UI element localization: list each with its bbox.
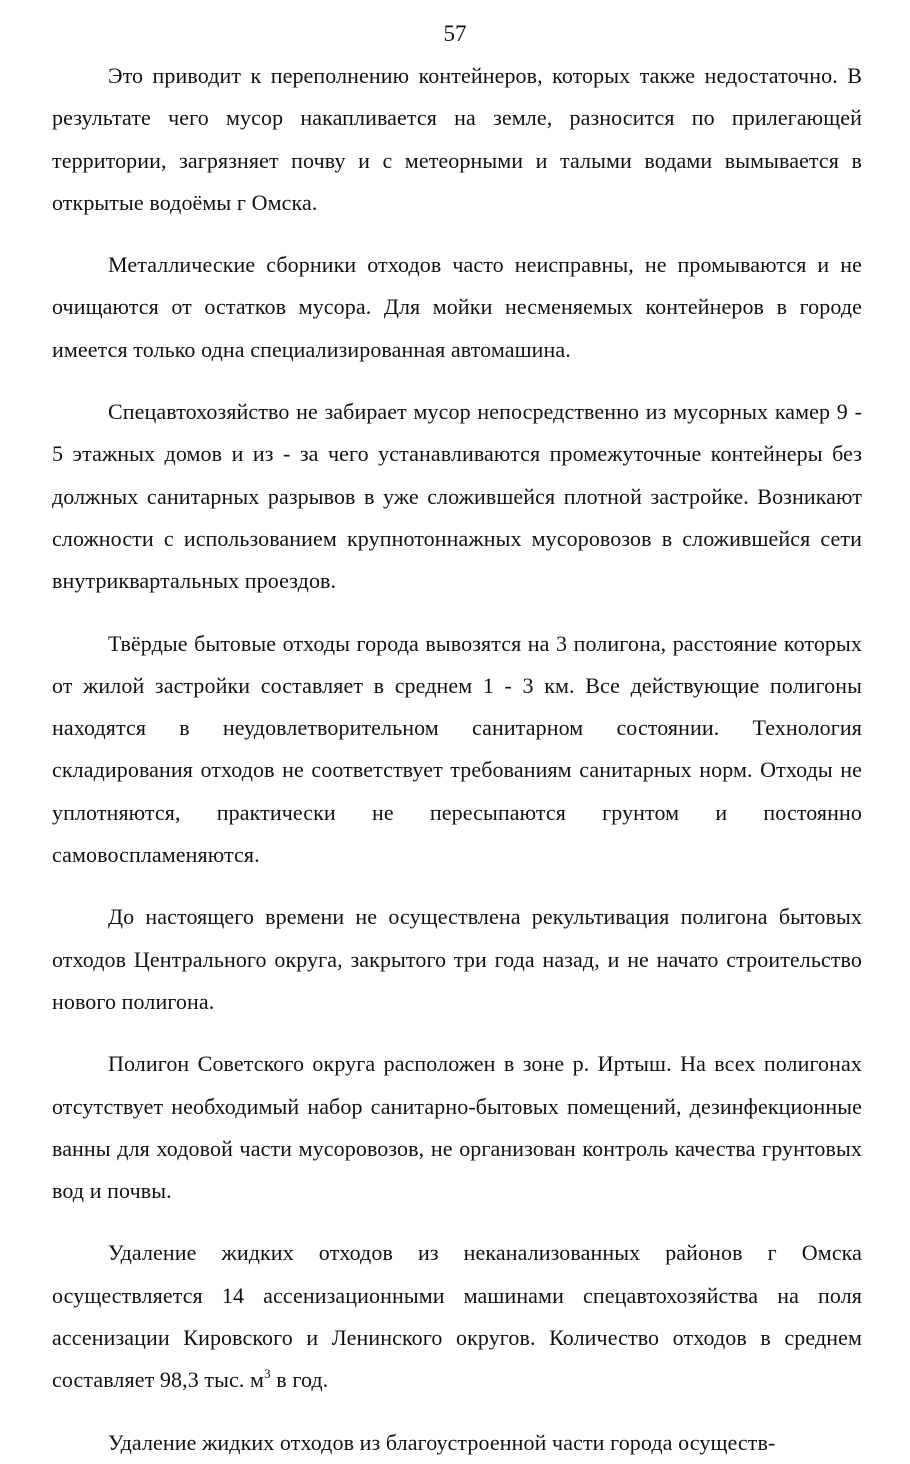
page-number: 57 bbox=[443, 21, 467, 46]
paragraph-2: Металлические сборники отходов часто неисправны, не промываются и не очищаются от остатков мусора. Для мойки несменяемых контейнеров в городе имеется только одна специализированная автомашина. bbox=[52, 252, 862, 362]
paragraph-5: До настоящего времени не осуществлена рекультивация полигона бытовых отходов Центрального округа, закрытого три года назад, и не начато строительство нового полигона. bbox=[52, 904, 862, 1014]
paragraph-7-text: Удаление жидких отходов из неканализованных районов г Омска осуществляется 14 ассенизационными машинами спецавтохозяйства на поля ассенизации Кировского и Ленинского округов. Количество отходов в среднем составляет 98,3 тыс. м bbox=[52, 1240, 862, 1393]
text-body bbox=[52, 55, 862, 1464]
paragraph-8: Удаление жидких отходов из благоустроенной части города осуществ- bbox=[108, 1429, 776, 1455]
paragraph-3: Спецавтохозяйство не забирает мусор непосредственно из мусорных камер 9 - 5 этажных домов и из - за чего устанавливаются промежуточные контейнеры без должных санитарных разрывов в уже сложившейся плотной застройке. Возникают сложности с использованием крупнотоннажных мусоровозов в сложившейся сети внутриквартальных проездов. bbox=[52, 399, 862, 594]
paragraph-1: Это приводит к переполнению контейнеров, которых также недостаточно. В результате чего мусор накапливается на земле, разносится по прилегающей территории, загрязняет почву и с метеорными и талыми водами вымывается в открытые водоёмы г Омска. bbox=[52, 63, 862, 215]
paragraph-7 bbox=[52, 1232, 862, 1401]
paragraph-4: Твёрдые бытовые отходы города вывозятся на 3 полигона, расстояние которых от жилой застройки составляет в среднем 1 - 3 км. Все действующие полигоны находятся в неудовлетворительном санитарном состоянии. Технология складирования отходов не соответствует требованиям санитарных норм. Отходы не уплотняются, практически не пересыпаются грунтом и постоянно самовоспламеняются. bbox=[52, 630, 862, 868]
paragraph-7-tail: в год. bbox=[270, 1367, 329, 1393]
cubic-superscript: 3 bbox=[264, 1366, 271, 1382]
paragraph-6: Полигон Советского округа расположен в зоне р. Иртыш. На всех полигонах отсутствует необходимый набор санитарно-бытовых помещений, дезинфекционные ванны для ходовой части мусоровозов, не организован контроль качества грунтовых вод и почвы. bbox=[52, 1051, 862, 1204]
